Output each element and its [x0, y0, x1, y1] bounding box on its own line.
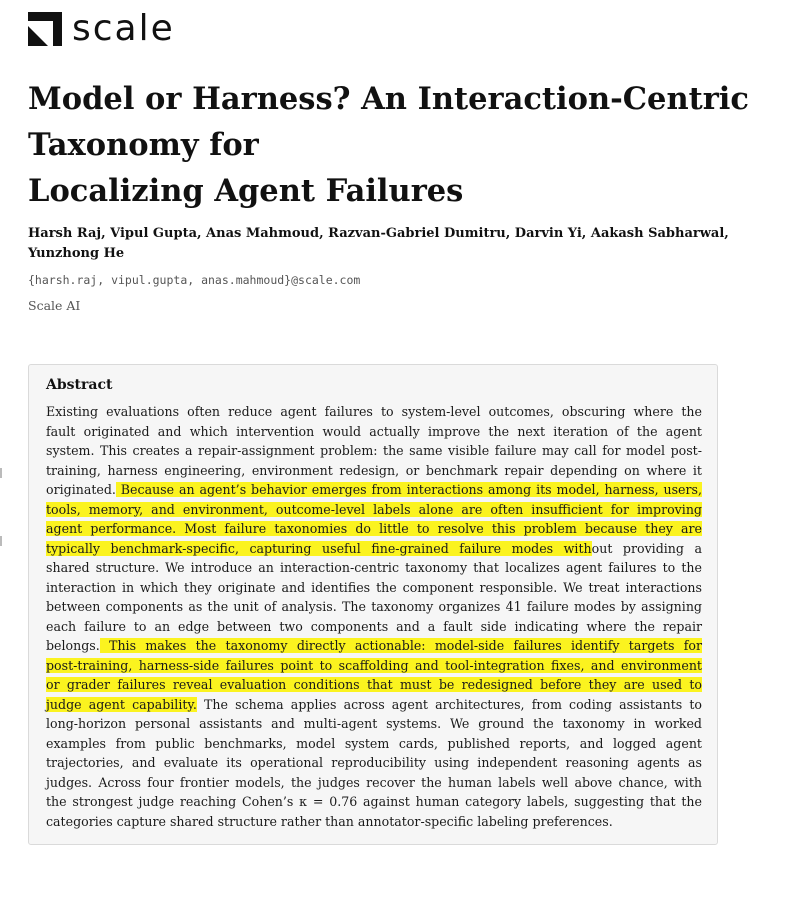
- abstract-text: interaction in which they originate and identifies the component responsible. We treat interactions: [46, 579, 702, 595]
- abstract-line: [46, 539, 702, 559]
- paper-title: [28, 76, 768, 214]
- highlighted-text: agent performance. Most failure taxonomies do little to resolve this problem because they are: [46, 521, 702, 536]
- abstract-line: [46, 402, 702, 422]
- abstract-line: [46, 812, 702, 832]
- abstract-line: [46, 597, 702, 617]
- abstract-line: [46, 792, 702, 812]
- abstract-line: [46, 480, 702, 500]
- abstract-text: categories capture shared structure rather than annotator-specific labeling preferences.: [46, 813, 613, 829]
- abstract-line: [46, 500, 702, 520]
- author-list: [28, 224, 748, 264]
- page-edge-mark: [0, 468, 2, 478]
- abstract-line: [46, 714, 702, 734]
- abstract-line: [46, 519, 702, 539]
- title-line: Model or Harness? An Interaction-Centric: [28, 81, 749, 117]
- abstract-text: The schema applies across agent architectures, from coding assistants to: [196, 696, 703, 712]
- abstract-text: out providing a: [591, 540, 702, 556]
- abstract-text: between components as the unit of analysis. The taxonomy organizes 41 failure modes by assigning: [46, 599, 702, 614]
- highlighted-text: or grader failures reveal evaluation conditions that must be redesigned before they are used to: [46, 677, 702, 692]
- abstract-line: [46, 675, 702, 695]
- abstract-text: judges. Across four frontier models, the judges recover the human labels well above chance, with: [46, 774, 702, 790]
- abstract-text: examples from public benchmarks, model system cards, published reports, and logged agent: [46, 735, 702, 751]
- abstract-line: [46, 422, 702, 442]
- author-line: Yunzhong He: [28, 246, 125, 261]
- logo-wordmark: scale: [72, 8, 175, 49]
- abstract-line: [46, 617, 702, 637]
- abstract-line: [46, 578, 702, 598]
- abstract-text: fault originated and which intervention would actually improve the next iteration of the agent: [46, 423, 702, 439]
- highlighted-text: typically benchmark-specific, capturing useful fine-grained failure modes with: [46, 540, 592, 556]
- author-line: Harsh Raj, Vipul Gupta, Anas Mahmoud, Razvan-Gabriel Dumitru, Darvin Yi, Aakash Sabharwal,: [28, 226, 729, 241]
- affiliation: Scale AI: [28, 298, 81, 313]
- highlighted-text: post-training, harness-side failures point to scaffolding and tool-integration fixes, and environment: [46, 657, 702, 673]
- abstract-body: [46, 402, 702, 831]
- highlighted-text: judge agent capability.: [46, 696, 197, 712]
- abstract-box: [28, 364, 718, 845]
- abstract-text: trajectories, and evaluate its operational reproducibility using independent reasoning agents as: [46, 755, 702, 770]
- abstract-text: originated.: [46, 482, 116, 497]
- abstract-line: [46, 753, 702, 773]
- abstract-heading: Abstract: [46, 377, 113, 393]
- abstract-text: the strongest judge reaching Cohen’s κ = 0.76 against human category labels, suggesting that the: [46, 794, 702, 809]
- highlighted-text: tools, memory, and environment, outcome-level labels alone are often insufficient for improving: [46, 501, 702, 517]
- abstract-text: training, harness engineering, environment redesign, or benchmark repair depending on where it: [46, 462, 702, 478]
- abstract-text: Existing evaluations often reduce agent failures to system-level outcomes, obscuring where the: [46, 404, 702, 419]
- scale-logo-icon: [28, 12, 62, 46]
- highlighted-text: This makes the taxonomy directly actionable: model-side failures identify targets for: [99, 638, 702, 653]
- abstract-line: [46, 773, 702, 793]
- abstract-line: [46, 461, 702, 481]
- abstract-line: [46, 695, 702, 715]
- abstract-text: system. This creates a repair-assignment problem: the same visible failure may call for model post-: [46, 443, 702, 458]
- abstract-line: [46, 636, 702, 656]
- scale-logo: [28, 8, 175, 49]
- author-emails: {harsh.raj, vipul.gupta, anas.mahmoud}@scale.com: [28, 273, 361, 287]
- title-line: Taxonomy for: [28, 127, 259, 163]
- page-edge-mark: [0, 536, 2, 546]
- abstract-text: each failure to an edge between two components and a fault side indicating where the repair: [46, 618, 702, 634]
- abstract-text: shared structure. We introduce an interaction-centric taxonomy that localizes agent failures to the: [46, 560, 702, 575]
- abstract-line: [46, 656, 702, 676]
- abstract-line: [46, 734, 702, 754]
- abstract-line: [46, 441, 702, 461]
- abstract-line: [46, 558, 702, 578]
- abstract-text: long-horizon personal assistants and multi-agent systems. We ground the taxonomy in worked: [46, 716, 702, 731]
- highlighted-text: Because an agent’s behavior emerges from interactions among its model, harness, users,: [115, 482, 702, 497]
- title-line: Localizing Agent Failures: [28, 173, 464, 209]
- abstract-text: belongs.: [46, 638, 100, 653]
